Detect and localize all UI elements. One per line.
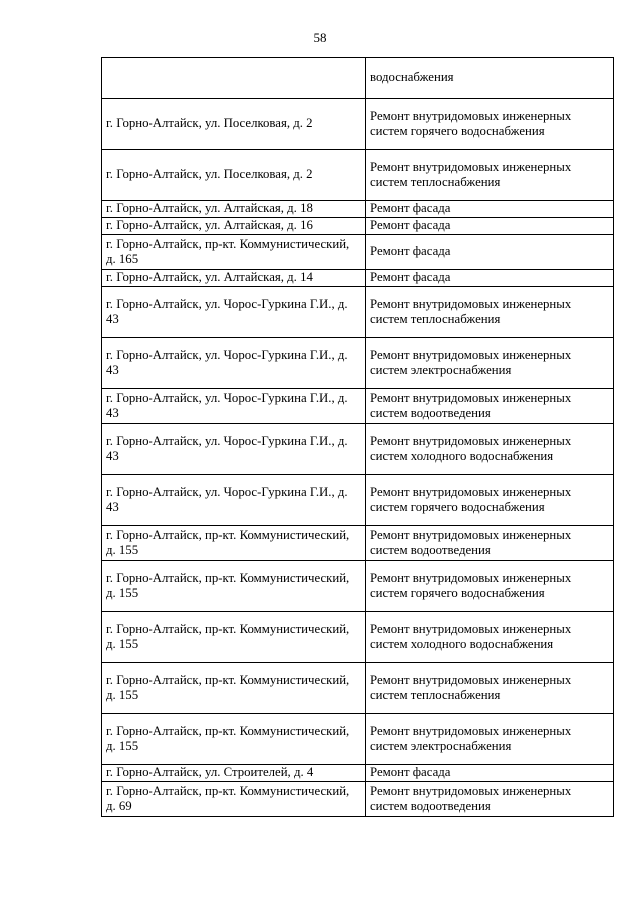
address-cell: г. Горно-Алтайск, пр-кт. Коммунистический, д. 165 — [102, 235, 366, 270]
table-row — [102, 270, 614, 287]
address-cell: г. Горно-Алтайск, ул. Строителей, д. 4 — [102, 765, 366, 782]
table-row — [102, 235, 614, 270]
work-type-cell: Ремонт внутридомовых инженерных систем водоотведения — [366, 782, 614, 817]
address-cell: г. Горно-Алтайск, пр-кт. Коммунистический, д. 155 — [102, 561, 366, 612]
work-type-cell: Ремонт фасада — [366, 201, 614, 218]
work-type-cell: Ремонт фасада — [366, 270, 614, 287]
address-cell: г. Горно-Алтайск, ул. Чорос-Гуркина Г.И., д. 43 — [102, 475, 366, 526]
table-row — [102, 338, 614, 389]
address-cell: г. Горно-Алтайск, ул. Чорос-Гуркина Г.И., д. 43 — [102, 338, 366, 389]
work-type-cell: Ремонт внутридомовых инженерных систем холодного водоснабжения — [366, 424, 614, 475]
table-body — [102, 58, 614, 817]
work-type-cell: Ремонт внутридомовых инженерных систем горячего водоснабжения — [366, 99, 614, 150]
table-row — [102, 58, 614, 99]
table-row — [102, 714, 614, 765]
work-type-cell: Ремонт внутридомовых инженерных систем холодного водоснабжения — [366, 612, 614, 663]
table-row — [102, 561, 614, 612]
table-row — [102, 782, 614, 817]
address-cell: г. Горно-Алтайск, ул. Поселковая, д. 2 — [102, 150, 366, 201]
work-type-cell: Ремонт внутридомовых инженерных систем электроснабжения — [366, 338, 614, 389]
address-cell: г. Горно-Алтайск, ул. Чорос-Гуркина Г.И., д. 43 — [102, 389, 366, 424]
work-type-cell: Ремонт фасада — [366, 235, 614, 270]
work-type-cell: Ремонт внутридомовых инженерных систем водоотведения — [366, 389, 614, 424]
address-cell: г. Горно-Алтайск, ул. Чорос-Гуркина Г.И., д. 43 — [102, 287, 366, 338]
address-cell: г. Горно-Алтайск, ул. Алтайская, д. 18 — [102, 201, 366, 218]
table-row — [102, 424, 614, 475]
table-row — [102, 663, 614, 714]
work-type-cell: Ремонт внутридомовых инженерных систем водоотведения — [366, 526, 614, 561]
address-cell — [102, 58, 366, 99]
table-row — [102, 475, 614, 526]
work-type-cell: Ремонт внутридомовых инженерных систем теплоснабжения — [366, 287, 614, 338]
address-cell: г. Горно-Алтайск, пр-кт. Коммунистический, д. 155 — [102, 526, 366, 561]
work-type-cell: Ремонт внутридомовых инженерных систем горячего водоснабжения — [366, 475, 614, 526]
work-type-cell: Ремонт внутридомовых инженерных систем теплоснабжения — [366, 150, 614, 201]
work-type-cell: Ремонт внутридомовых инженерных систем электроснабжения — [366, 714, 614, 765]
address-cell: г. Горно-Алтайск, пр-кт. Коммунистический, д. 155 — [102, 612, 366, 663]
address-cell: г. Горно-Алтайск, пр-кт. Коммунистический, д. 155 — [102, 663, 366, 714]
table-row — [102, 389, 614, 424]
work-type-cell: Ремонт внутридомовых инженерных систем горячего водоснабжения — [366, 561, 614, 612]
address-cell: г. Горно-Алтайск, ул. Алтайская, д. 14 — [102, 270, 366, 287]
address-cell: г. Горно-Алтайск, ул. Чорос-Гуркина Г.И., д. 43 — [102, 424, 366, 475]
table-row — [102, 612, 614, 663]
table-row — [102, 526, 614, 561]
work-type-cell: Ремонт фасада — [366, 765, 614, 782]
work-type-cell: Ремонт внутридомовых инженерных систем теплоснабжения — [366, 663, 614, 714]
table-row — [102, 99, 614, 150]
address-cell: г. Горно-Алтайск, пр-кт. Коммунистический, д. 155 — [102, 714, 366, 765]
works-table — [101, 57, 614, 817]
table-row — [102, 218, 614, 235]
address-cell: г. Горно-Алтайск, ул. Алтайская, д. 16 — [102, 218, 366, 235]
work-type-cell: Ремонт фасада — [366, 218, 614, 235]
page-number: 58 — [313, 30, 327, 45]
table-row — [102, 765, 614, 782]
address-cell: г. Горно-Алтайск, ул. Поселковая, д. 2 — [102, 99, 366, 150]
work-type-cell: водоснабжения — [366, 58, 614, 99]
address-cell: г. Горно-Алтайск, пр-кт. Коммунистический, д. 69 — [102, 782, 366, 817]
table-row — [102, 287, 614, 338]
table-row — [102, 201, 614, 218]
table-row — [102, 150, 614, 201]
